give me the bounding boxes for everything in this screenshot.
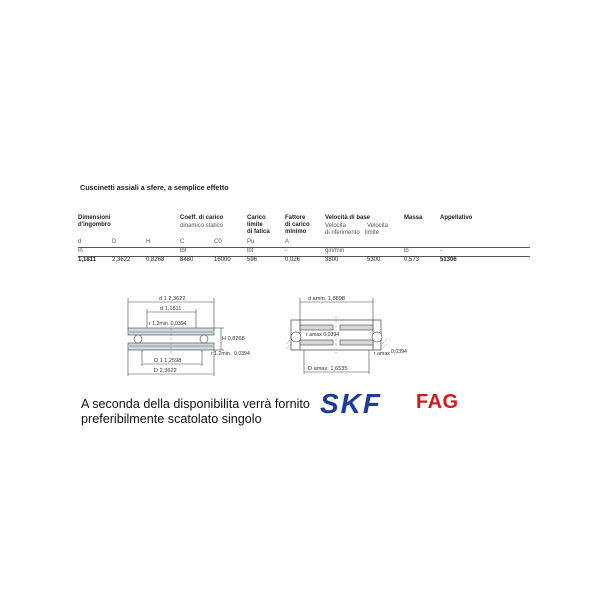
fag-logo: FAG — [416, 391, 459, 413]
skf-logo-text: SKF — [320, 388, 382, 419]
header-carico-3: di fatica — [247, 229, 270, 235]
header-coeff-sub: dinamico statico — [180, 223, 224, 229]
sym-C: C — [180, 239, 185, 245]
val-lim-speed: 5300 — [367, 257, 381, 263]
unit-lbf-2: lbf — [247, 248, 254, 254]
header-dimensioni-2: d'ingombro — [78, 222, 111, 228]
dim-Da-label: D amax. 1,6535 — [308, 366, 348, 372]
sym-H: H — [146, 239, 151, 245]
notice-line-2: preferibilmente scatolato singolo — [81, 412, 262, 426]
val-massa: 0,573 — [404, 257, 420, 263]
header-velocita-rif: Velocita — [325, 223, 347, 229]
val-C0: 16000 — [214, 257, 231, 263]
header-carico-2: limite — [247, 222, 263, 228]
val-D: 2,3622 — [112, 257, 131, 263]
sym-D: D — [112, 239, 117, 245]
unit-in: in — [78, 248, 83, 254]
val-Pu: 596 — [247, 257, 258, 263]
dim-D1-label: D 1 1,2598 — [154, 358, 182, 364]
dim-H-label: H 0,8268 — [222, 336, 245, 342]
dim-ra-top-label: r amax 0,0394 — [306, 332, 340, 338]
mounting-dimensions-drawing — [283, 292, 418, 382]
header-massa: Massa — [404, 215, 423, 221]
val-appellativo: 51306 — [440, 257, 457, 263]
header-fattore-3: minimo — [285, 229, 307, 235]
bearing-section-drawing — [118, 292, 248, 382]
unit-dash-2: - — [440, 248, 442, 254]
availability-notice — [81, 397, 310, 427]
dim-d-label: d 1,1811 — [160, 306, 182, 312]
header-dimensioni: Dimensioni — [78, 215, 111, 221]
sym-A: A — [285, 239, 290, 245]
unit-rpm: giri/min — [325, 248, 345, 254]
header-velocita-lim: Velocita — [367, 223, 389, 229]
dim-r-bottom-value: 0,0394 — [234, 351, 250, 357]
val-A: 0,026 — [285, 257, 301, 263]
skf-logo — [318, 389, 414, 417]
header-velocita-lim-2: limite — [365, 230, 380, 236]
header-coeff: Coeff. di carico — [180, 215, 224, 221]
dim-d1-label: d 1 2,3622 — [159, 296, 186, 302]
sym-C0: C0 — [214, 239, 222, 245]
sym-d: d — [78, 239, 82, 245]
unit-lb: lb — [404, 248, 409, 254]
header-fattore-2: di carico — [285, 222, 310, 228]
sym-Pu: Pu — [247, 239, 255, 245]
header-fattore: Fattore — [285, 215, 306, 221]
dim-da-label: d amin. 1,8898 — [308, 296, 346, 302]
dim-r-bottom-label: r 1,2min. — [211, 351, 232, 357]
header-carico: Carico — [247, 215, 266, 221]
dim-r-top-label: r 1,2min. 0,0394 — [149, 321, 187, 327]
val-d: 1,1811 — [78, 257, 97, 263]
dim-D-label: D 2,3622 — [154, 368, 177, 374]
val-C: 8480 — [180, 257, 194, 263]
dim-ra-right-value: 0,0394 — [391, 349, 407, 355]
header-velocita-rif-2: di riferimento — [325, 230, 360, 236]
val-H: 0,8268 — [146, 257, 165, 263]
unit-dash: - — [285, 248, 287, 254]
header-appellativo: Appellativo — [440, 215, 473, 221]
val-ref-speed: 3800 — [325, 257, 339, 263]
page-title: Cuscinetti assiali a sfere, a semplice effetto — [80, 183, 229, 192]
header-velocita: Velocità di base — [325, 215, 371, 221]
dim-ra-right-label: r amax — [374, 351, 390, 357]
unit-lbf: lbf — [180, 248, 187, 254]
notice-line-1: A seconda della disponibilita verrà fornito — [81, 397, 310, 411]
